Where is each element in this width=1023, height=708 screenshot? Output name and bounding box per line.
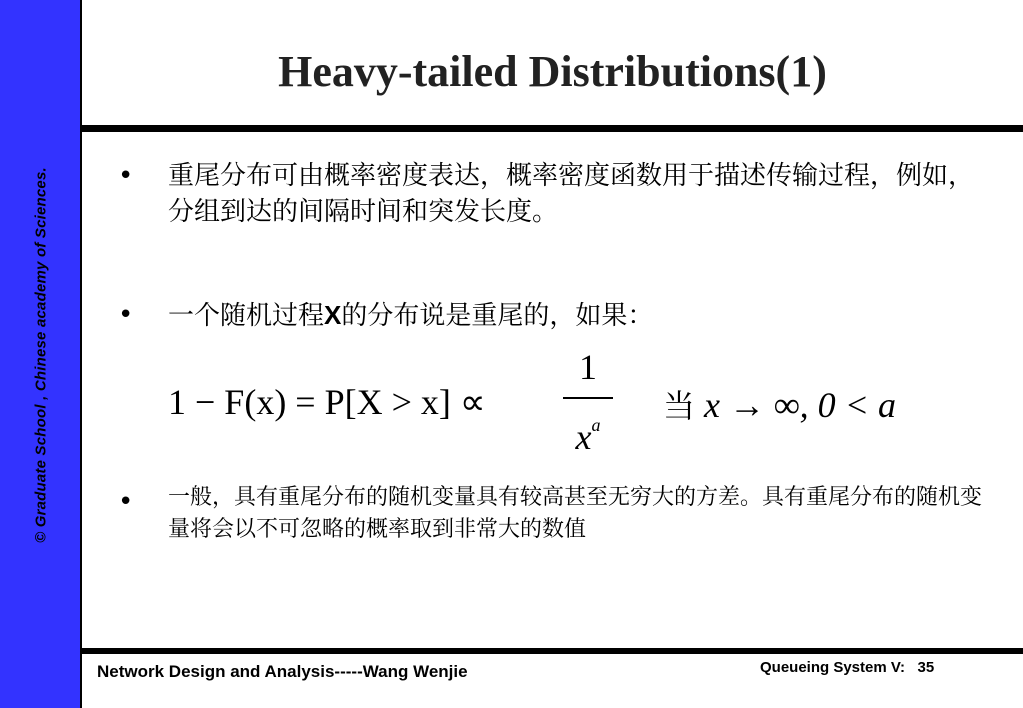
bullet-text-2-var: X	[324, 300, 342, 330]
footer-page: Queueing System V: 35	[760, 659, 935, 676]
formula-fraction	[563, 345, 613, 457]
bullet-text-2	[168, 297, 988, 334]
formula-exponent: a	[591, 415, 601, 435]
footer-divider	[82, 648, 1023, 654]
formula-denominator: $x^a$	[575, 415, 601, 457]
formula-lhs: 1 − F(x) = P[X > x] ∝	[168, 382, 486, 422]
slide-title: Heavy-tailed Distributions(1)	[278, 47, 827, 96]
footer-course: Network Design and Analysis-----Wang Wenjie	[97, 662, 468, 681]
copyright-text: © Graduate School , Chinese academy of Sciences.	[32, 167, 50, 543]
bullet-text-3: 一般，具有重尾分布的随机变量具有较高甚至无穷大的方差。具有重尾分布的随机变量将会以不可忽略的概率取到非常大的数值	[168, 485, 983, 542]
bullet-marker-3: •	[118, 487, 134, 517]
bullet-text-2-after: 的分布说是重尾的，如果：	[341, 301, 654, 331]
bullet-text-2-before: 一个随机过程	[168, 301, 325, 331]
condition-expr: x → ∞, 0 < a	[704, 385, 896, 425]
bullet-text-1: 重尾分布可由概率密度表达，概率密度函数用于描述传输过程，例如，分组到达的间隔时间和突发长度。	[168, 161, 975, 227]
formula-numerator: 1	[579, 347, 597, 387]
title-divider	[82, 125, 1023, 132]
bullet-marker-2: •	[118, 300, 134, 330]
fraction-bar	[563, 397, 613, 399]
heavy-tail-formula	[168, 345, 948, 455]
condition-word: 当	[663, 387, 696, 425]
formula-condition	[663, 381, 896, 427]
sidebar	[0, 0, 82, 708]
bullet-marker-1: •	[118, 161, 134, 191]
